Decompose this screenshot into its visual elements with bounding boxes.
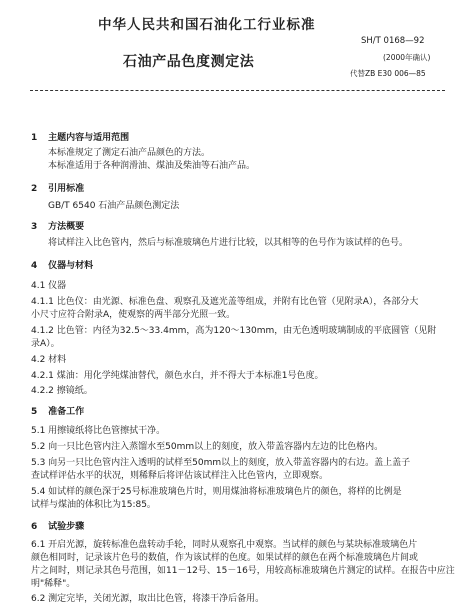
section-number: 4	[31, 261, 38, 271]
text-line: 5.2 向一只比色管内注入蒸馏水至50mm以上的刻度，放入带盖容器内左边的比色格内。	[31, 442, 384, 452]
section-title: 仪器与材料	[48, 261, 94, 271]
document-title: 石油产品色度测定法	[123, 54, 255, 70]
section-number: 5	[31, 407, 38, 417]
text-line: 片之间时，则记录其色号范围，如11－12号、15－16号，用较高标准玻璃色片测定的试样。在报告中应注	[31, 566, 455, 576]
section-number: 2	[31, 184, 38, 194]
section-heading-6	[31, 521, 84, 533]
section-title: 准备工作	[48, 407, 85, 417]
text-line: 4.1 仪器	[31, 281, 67, 291]
section-number: 3	[31, 222, 38, 232]
confirmation-note: (2000年确认)	[383, 53, 431, 62]
section-heading-4	[31, 260, 93, 272]
section-title: 引用标准	[48, 184, 85, 194]
section-title: 方法概要	[48, 222, 85, 232]
section-heading-1	[31, 132, 129, 144]
standard-code: SH/T 0168—92	[361, 36, 425, 46]
text-line: GB/T 6540 石油产品颜色测定法	[48, 201, 180, 211]
text-line: 将试样注入比色管内，然后与标准玻璃色片进行比较，以其相等的色号作为该试样的色号。	[48, 238, 409, 248]
section-title: 主题内容与适用范围	[48, 133, 130, 143]
text-line: 查试样评估水平的状况，则稀释后将评估该试样注入比色管内，立即观察。	[31, 471, 329, 481]
text-line: 6.2 测定完毕，关闭光源，取出比色管，将漆干净后备用。	[31, 594, 265, 604]
section-number: 6	[31, 522, 38, 532]
text-line: 录A）。	[31, 339, 60, 349]
text-line: 本标准适用于各种润滑油、煤油及柴油等石油产品。	[48, 161, 256, 171]
section-heading-3	[31, 221, 84, 233]
text-line: 4.2.2 擦镜纸。	[31, 386, 93, 396]
section-number: 1	[31, 133, 38, 143]
text-line: 试样与煤油的体积比为15:85。	[31, 500, 156, 510]
text-line: 4.1.1 比色仪：由光源、标准色盘、观察孔及遮光盖等组成，并附有比色管（见附录A），各部分大	[31, 297, 419, 307]
text-line: 4.1.2 比色管：内径为32.5～33.4mm，高为120～130mm，由无色透明玻璃制成的平底圆管（见附	[31, 326, 437, 336]
text-line: 5.1 用擦镜纸将比色管擦拭干净。	[31, 426, 166, 436]
standard-header-title: 中华人民共和国石油化工行业标准	[98, 17, 316, 33]
text-line: 6.1 开启光源，旋转标准色盘转动手轮，同时从观察孔中观察。当试样的颜色与某块标准玻璃色片	[31, 540, 418, 550]
text-line: 5.3 向另一只比色管内注入透明的试样至50mm以上的刻度，放入带盖容器内的右边。盖上盖子	[31, 458, 411, 468]
text-line: 4.2.1 煤油：用化学纯煤油替代，颜色水白，并不得大于本标准1号色度。	[31, 371, 324, 381]
replaces-note: 代替ZB E30 006—85	[350, 69, 426, 78]
section-heading-2	[31, 183, 84, 195]
header-divider	[30, 90, 445, 91]
text-line: 本标准规定了测定石油产品颜色的方法。	[48, 148, 211, 158]
text-line: 小尺寸应符合附录A，使观察的两半部分光照一致。	[31, 310, 236, 320]
text-line: 颜色相同时，记录该片色号的数值，作为该试样的色度。如果试样的颜色在两个标准玻璃色片间或	[31, 553, 419, 563]
section-title: 试验步骤	[48, 522, 85, 532]
text-line: 5.4 如试样的颜色深于25号标准玻璃色片时，则用煤油将标准玻璃色片的颜色，将样的比例是	[31, 487, 402, 497]
section-heading-5	[31, 406, 84, 418]
text-line: 4.2 材料	[31, 355, 67, 365]
text-line: 明"稀释"。	[31, 579, 76, 589]
